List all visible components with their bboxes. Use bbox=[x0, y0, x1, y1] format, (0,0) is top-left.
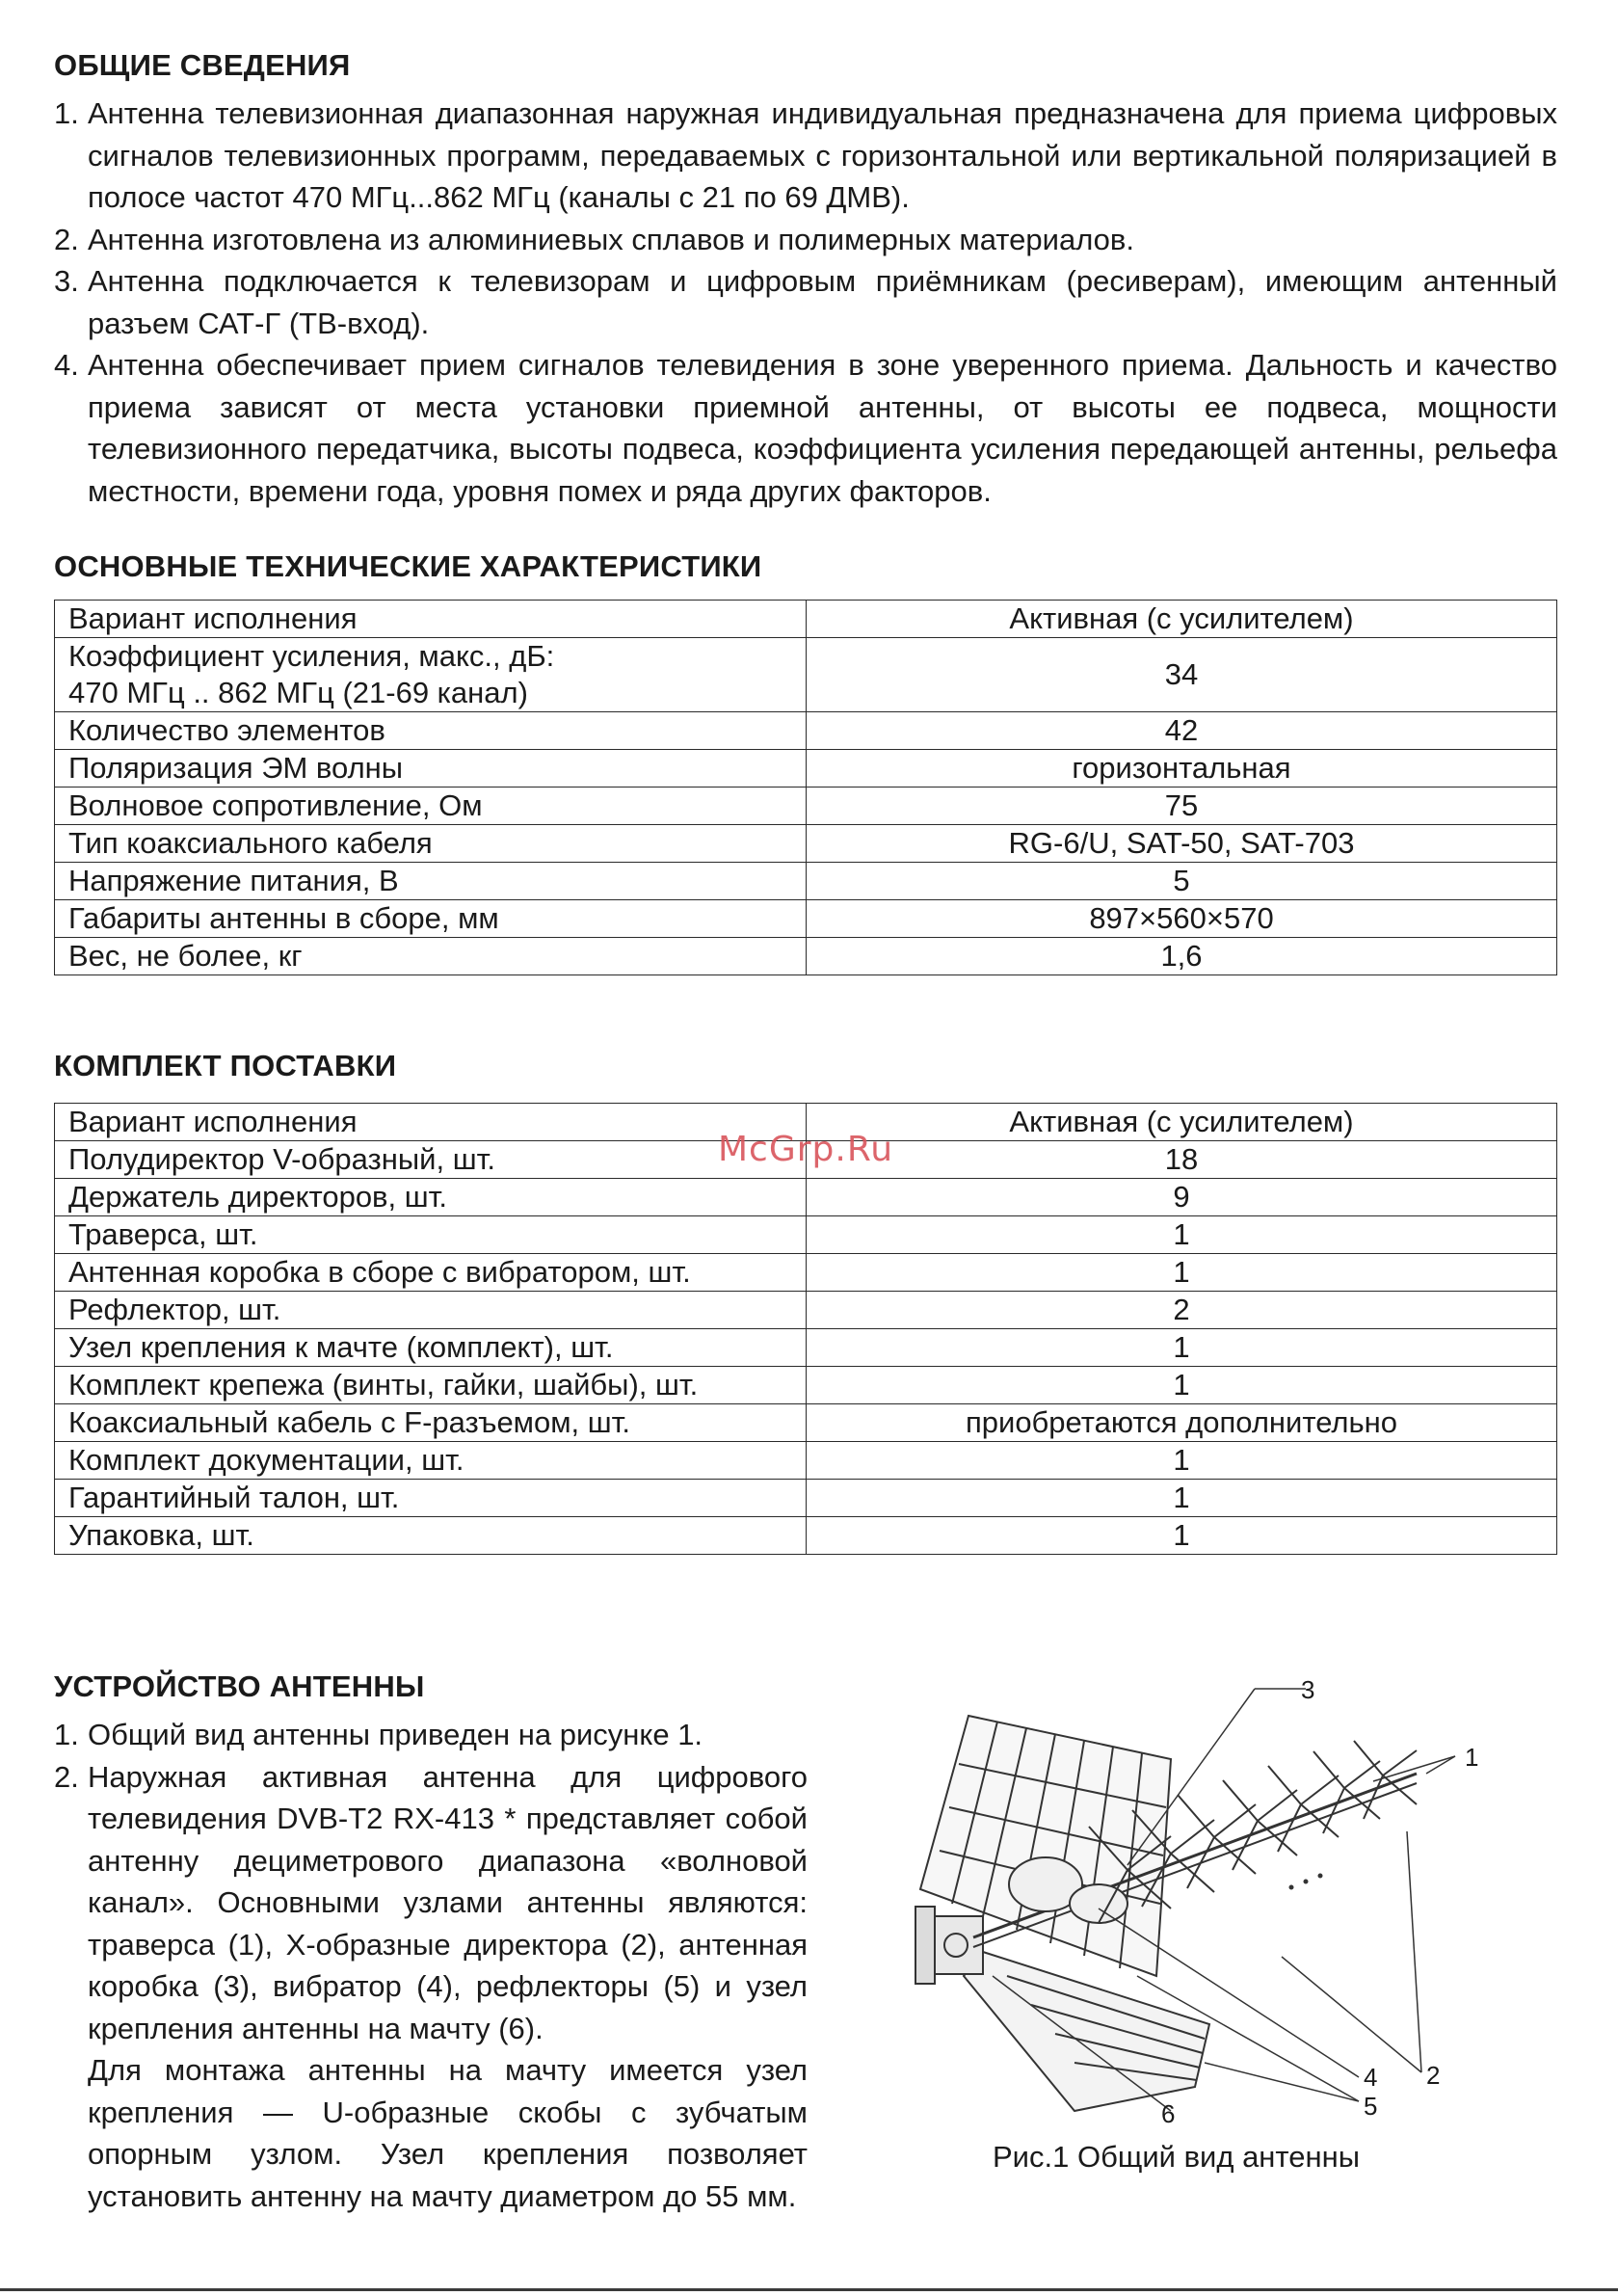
list-item: 2. Наружная активная антенна для цифрового телевидения DVB-T2 RX-413 * представляет собой антенну дециметрового диапазона «волновой канал». Основными узлами антенны являются: траверса (1), Х-образные директора (2), антенная коробка (3), вибратор (4), рефлекторы (5) и узел крепления антенны на мачту (6). bbox=[54, 1759, 808, 2045]
table-row: Комплект документации, шт. 1 bbox=[55, 1442, 1557, 1480]
bottom-rule bbox=[0, 2288, 1618, 2291]
table-row: Габариты антенны в сборе, мм 897×560×570 bbox=[55, 900, 1557, 938]
watermark: McGrp.Ru bbox=[718, 1130, 894, 1169]
section-title-device: УСТРОЙСТВО АНТЕННЫ bbox=[54, 1669, 425, 1703]
table-row: Тип коаксиального кабеля RG-6/U, SAT-50, SAT-703 bbox=[55, 825, 1557, 863]
table-row: Упаковка, шт. 1 bbox=[55, 1517, 1557, 1555]
callout-2: 2 bbox=[1426, 2061, 1441, 2090]
table-row: Траверса, шт. 1 bbox=[55, 1216, 1557, 1254]
list-item: 1. Общий вид антенны приведен на рисунке 1. bbox=[54, 1718, 703, 1751]
table-row: Комплект крепежа (винты, гайки, шайбы), шт. 1 bbox=[55, 1367, 1557, 1404]
delivery-table bbox=[54, 1103, 1557, 1555]
table-row: Поляризация ЭМ волны горизонтальная bbox=[55, 750, 1557, 788]
table-row: Вариант исполнения Активная (с усилителем) bbox=[55, 601, 1557, 638]
figure-caption: Рис.1 Общий вид антенны bbox=[993, 2140, 1361, 2174]
list-item: 3. Антенна подключается к телевизорам и цифровым приёмникам (ресиверам), имеющим антенный разъем САТ-Г (ТВ-вход). bbox=[54, 264, 1557, 340]
delivery-section bbox=[54, 1047, 1557, 1555]
list-item: 1. Антенна телевизионная диапазонная наружная индивидуальная предназначена для приема цифровых сигналов телевизионных программ, передаваемых с горизонтальной или вертикальной поляризацией в полосе частот 470 МГц...862 МГц (каналы с 21 по 69 ДМВ). bbox=[54, 96, 1557, 214]
table-row: Рефлектор, шт. 2 bbox=[55, 1292, 1557, 1329]
antenna-figure bbox=[838, 1658, 1513, 2198]
antenna-drawing bbox=[838, 1658, 1513, 2140]
section-title-delivery: КОМПЛЕКТ ПОСТАВКИ bbox=[54, 1049, 397, 1082]
table-row: Держатель директоров, шт. 9 bbox=[55, 1179, 1557, 1216]
table-row: Антенная коробка в сборе с вибратором, шт. 1 bbox=[55, 1254, 1557, 1292]
general-info-list bbox=[54, 93, 1557, 512]
list-item: 2. Антенна изготовлена из алюминиевых сплавов и полимерных материалов. bbox=[54, 222, 1134, 256]
table-row: Гарантийный талон, шт. 1 bbox=[55, 1480, 1557, 1517]
callout-6: 6 bbox=[1161, 2099, 1176, 2128]
general-info-section bbox=[54, 46, 1557, 512]
specs-table bbox=[54, 600, 1557, 975]
list-item: 4. Антенна обеспечивает прием сигналов телевидения в зоне уверенного приема. Дальность и качество приема зависят от места установки приемной антенны, от высоты ее подвеса, мощности телевизионного передатчика, высоты подвеса, коэффициента усиления передающей антенны, рельефа местности, времени года, уровня помех и ряда других факторов. bbox=[54, 348, 1557, 508]
mounting-paragraph: Для монтажа антенны на мачту имеется узел крепления — U-образные скобы с зубчатым опорным узлом. Узел крепления позволяет установить антенну на мачту диаметром до 55 мм. bbox=[88, 2053, 808, 2213]
callout-5: 5 bbox=[1364, 2092, 1378, 2121]
device-list bbox=[54, 1714, 808, 2049]
callout-3: 3 bbox=[1301, 1675, 1315, 1704]
table-row: Напряжение питания, В 5 bbox=[55, 863, 1557, 900]
table-row: Полудиректор V-образный, шт. 18 bbox=[55, 1141, 1557, 1179]
table-row: Вес, не более, кг 1,6 bbox=[55, 938, 1557, 975]
table-row: Количество элементов 42 bbox=[55, 712, 1557, 750]
callout-4: 4 bbox=[1364, 2063, 1378, 2092]
table-row: Волновое сопротивление, Ом 75 bbox=[55, 788, 1557, 825]
specs-section bbox=[54, 547, 1557, 975]
table-row: Коаксиальный кабель с F-разъемом, шт. приобретаются дополнительно bbox=[55, 1404, 1557, 1442]
table-row: Коэффициент усиления, макс., дБ: 470 МГц .. 862 МГц (21-69 канал) 34 bbox=[55, 638, 1557, 712]
callout-1: 1 bbox=[1465, 1743, 1479, 1772]
table-row: Вариант исполнения Активная (с усилителем) bbox=[55, 1104, 1557, 1141]
section-title-general: ОБЩИЕ СВЕДЕНИЯ bbox=[54, 48, 351, 82]
section-title-specs: ОСНОВНЫЕ ТЕХНИЧЕСКИЕ ХАРАКТЕРИСТИКИ bbox=[54, 549, 762, 583]
device-text bbox=[54, 1714, 808, 2217]
table-row: Узел крепления к мачте (комплект), шт. 1 bbox=[55, 1329, 1557, 1367]
